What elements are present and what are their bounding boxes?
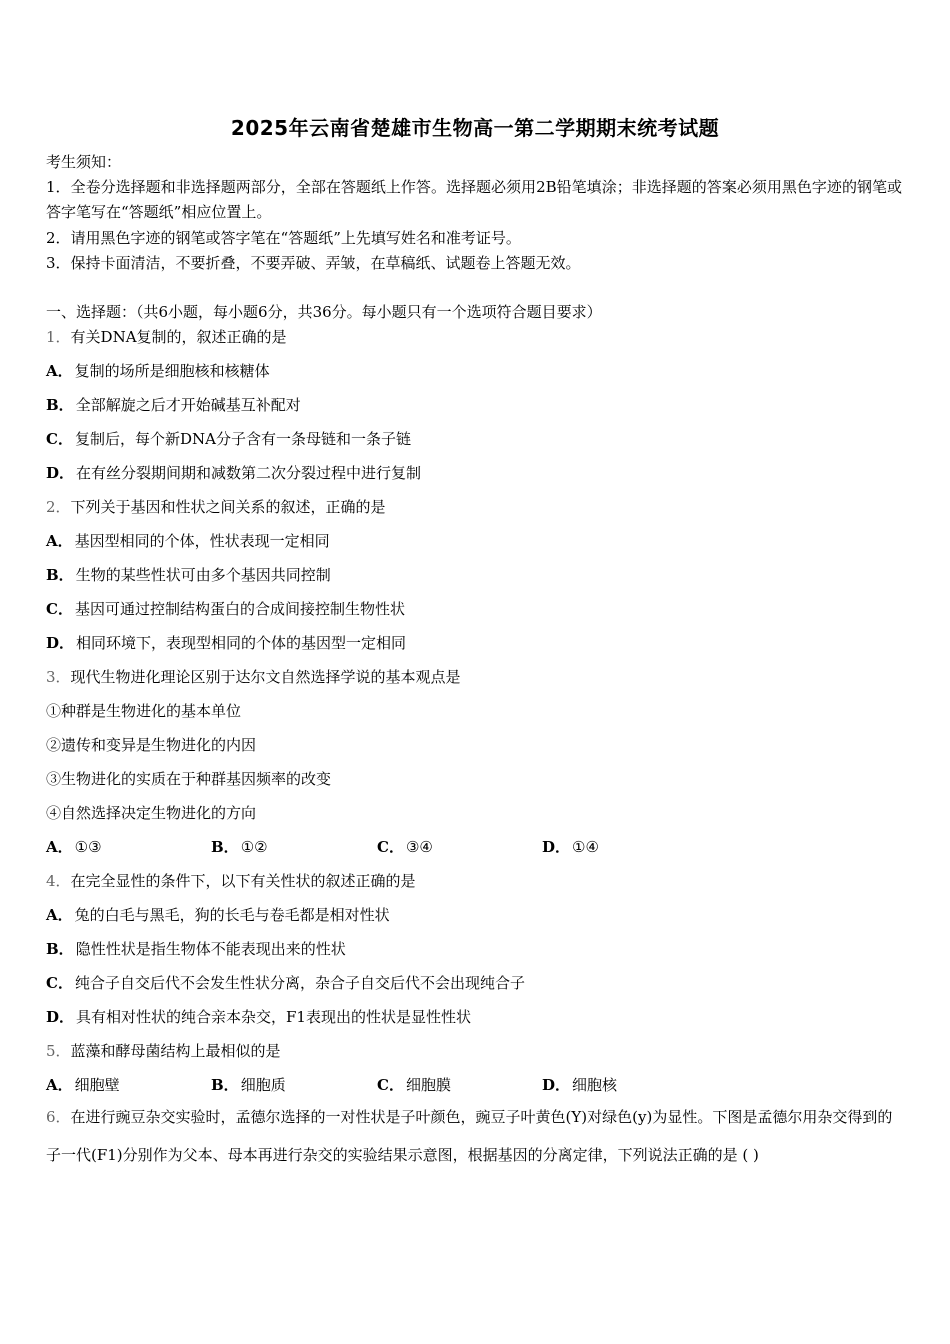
notice-item-1: 1．全卷分选择题和非选择题两部分，全部在答题纸上作答。选择题必须用2B铅笔填涂；非选择题的答案必须用黑色字迹的钢笔或答字笔写在“答题纸”相应位置上。	[46, 178, 902, 221]
notice-item-2: 2．请用黑色字迹的钢笔或答字笔在“答题纸”上先填写姓名和准考证号。	[46, 229, 521, 247]
question-1	[46, 327, 287, 347]
question-6	[46, 1098, 906, 1174]
question-stem: 在完全显性的条件下，以下有关性状的叙述正确的是	[70, 872, 416, 890]
question-stem: 下列关于基因和性状之间关系的叙述，正确的是	[70, 498, 386, 516]
q5-option-b[interactable]: B． 细胞质	[211, 1076, 286, 1094]
question-number: 4．	[46, 872, 71, 890]
q3-option-b[interactable]: B． ①②	[211, 838, 268, 856]
q2-option-d[interactable]: D． 相同环境下，表现型相同的个体的基因型一定相同	[46, 634, 407, 652]
q2-option-b[interactable]: B． 生物的某些性状可由多个基因共同控制	[46, 566, 331, 584]
q3-option-c[interactable]: C． ③④	[377, 838, 433, 856]
q5-option-a[interactable]: A． 细胞壁	[46, 1076, 120, 1094]
question-4	[46, 871, 416, 891]
question-stem: 有关DNA复制的，叙述正确的是	[70, 328, 287, 346]
question-number: 6．	[46, 1108, 71, 1126]
question-number: 1．	[46, 328, 71, 346]
q3-option-a[interactable]: A． ①③	[46, 838, 102, 856]
notice-heading: 考生须知：	[46, 153, 122, 171]
q5-option-d[interactable]: D． 细胞核	[542, 1076, 618, 1094]
q3-statement-2: ②遗传和变异是生物进化的内因	[46, 736, 257, 754]
question-number: 3．	[46, 668, 71, 686]
q3-statement-4: ④自然选择决定生物进化的方向	[46, 804, 257, 822]
q5-option-c[interactable]: C． 细胞膜	[377, 1076, 451, 1094]
q4-option-a[interactable]: A． 兔的白毛与黑毛，狗的长毛与卷毛都是相对性状	[46, 906, 390, 924]
question-stem: 在进行豌豆杂交实验时，孟德尔选择的一对性状是子叶颜色，豌豆子叶黄色(Y)对绿色(y)为显性。下图是孟德尔用杂交得到的子一代(F1)分别作为父本、母本再进行杂交的实验结果示意图，根据基因的分离定律，下列说法正确的是 ( )	[46, 1108, 893, 1164]
q4-option-b[interactable]: B． 隐性性状是指生物体不能表现出来的性状	[46, 940, 346, 958]
exam-title: 2025年云南省楚雄市生物高一第二学期期末统考试题	[230, 116, 720, 140]
q3-statement-1: ①种群是生物进化的基本单位	[46, 702, 242, 720]
question-2	[46, 497, 386, 517]
q3-options-row	[46, 837, 906, 857]
section-heading: 一、选择题：（共6小题，每小题6分，共36分。每小题只有一个选项符合题目要求）	[46, 303, 602, 321]
question-5	[46, 1041, 281, 1061]
question-number: 5．	[46, 1042, 71, 1060]
q1-option-d[interactable]: D． 在有丝分裂期间期和减数第二次分裂过程中进行复制	[46, 464, 422, 482]
q1-option-c[interactable]: C． 复制后，每个新DNA分子含有一条母链和一条子链	[46, 430, 411, 448]
q5-options-row	[46, 1075, 906, 1095]
q1-option-b[interactable]: B． 全部解旋之后才开始碱基互补配对	[46, 396, 301, 414]
q3-statement-3: ③生物进化的实质在于种群基因频率的改变	[46, 770, 332, 788]
question-stem: 蓝藻和酵母菌结构上最相似的是	[70, 1042, 281, 1060]
q3-option-d[interactable]: D． ①④	[542, 838, 599, 856]
notice-item-3: 3．保持卡面清洁，不要折叠，不要弄破、弄皱，在草稿纸、试题卷上答题无效。	[46, 254, 581, 272]
q2-option-c[interactable]: C． 基因可通过控制结构蛋白的合成间接控制生物性状	[46, 600, 405, 618]
question-number: 2．	[46, 498, 71, 516]
q1-option-a[interactable]: A． 复制的场所是细胞核和核糖体	[46, 362, 270, 380]
q4-option-c[interactable]: C． 纯合子自交后代不会发生性状分离，杂合子自交后代不会出现纯合子	[46, 974, 525, 992]
question-stem: 现代生物进化理论区别于达尔文自然选择学说的基本观点是	[70, 668, 461, 686]
question-3	[46, 667, 461, 687]
q2-option-a[interactable]: A． 基因型相同的个体，性状表现一定相同	[46, 532, 330, 550]
q4-option-d[interactable]: D． 具有相对性状的纯合亲本杂交，F1表现出的性状是显性性状	[46, 1008, 471, 1026]
